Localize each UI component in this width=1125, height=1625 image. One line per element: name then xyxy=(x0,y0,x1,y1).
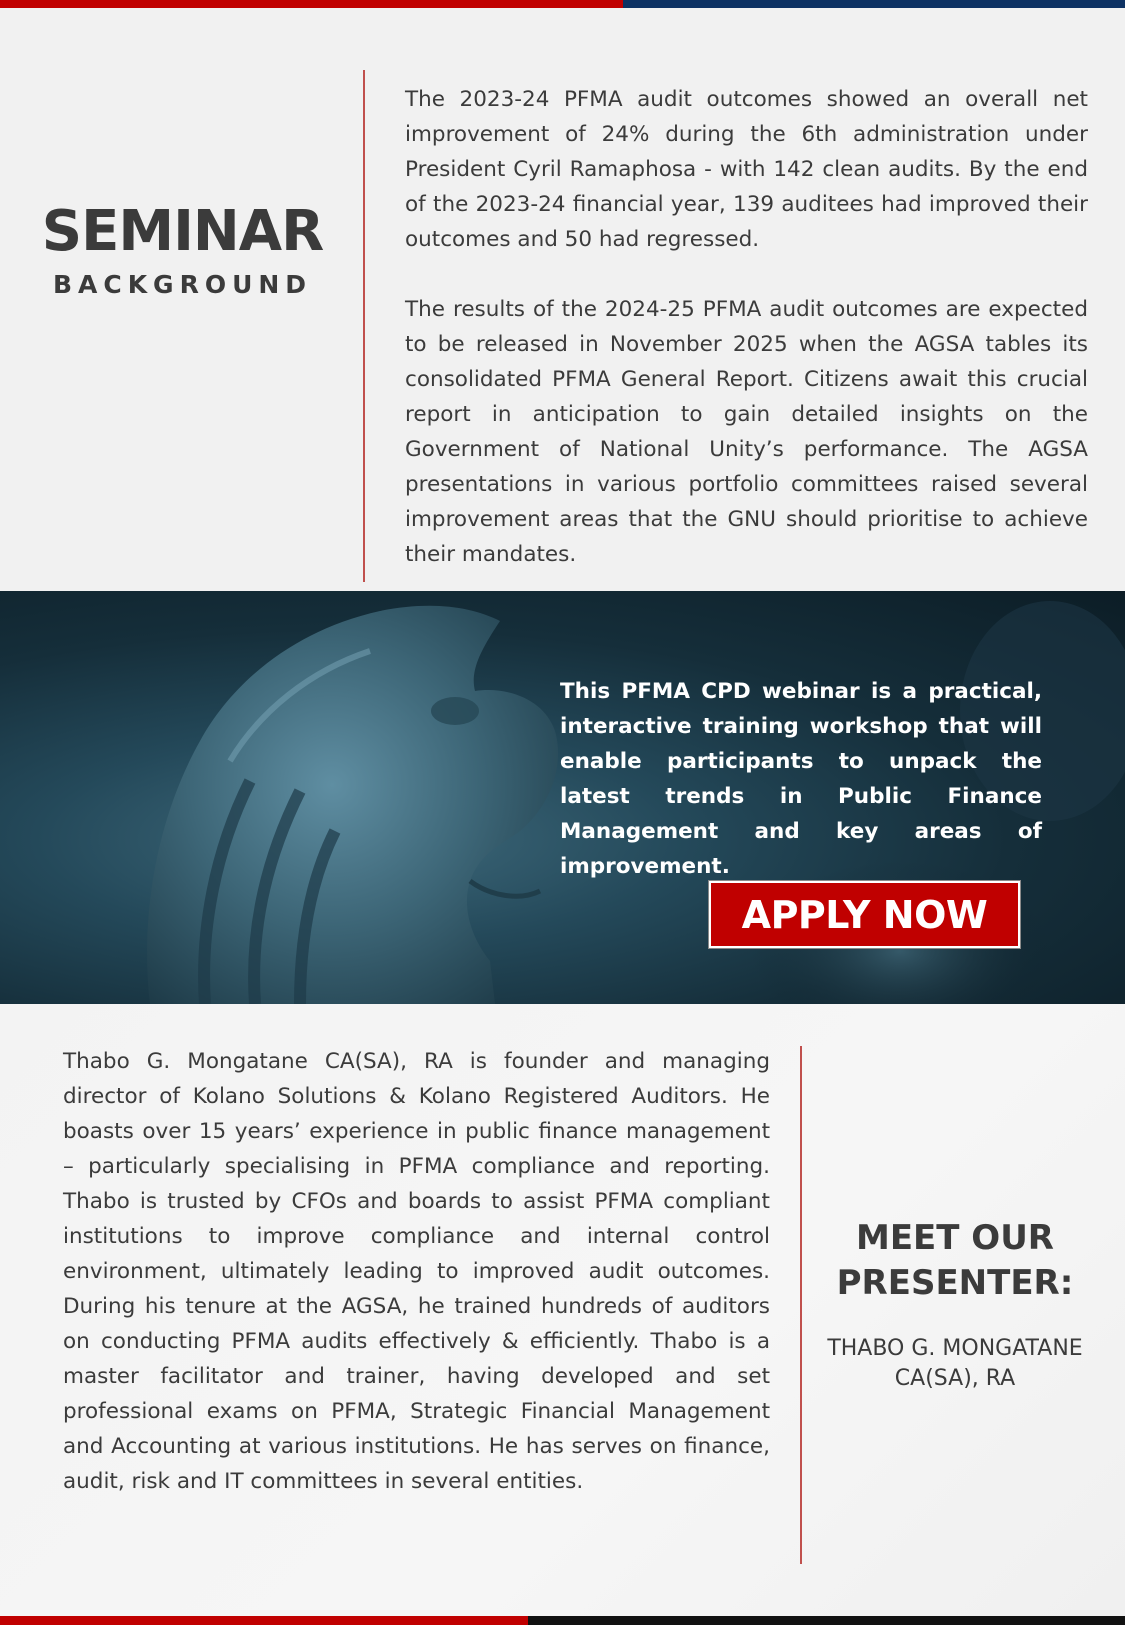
apply-now-button[interactable]: APPLY NOW xyxy=(709,881,1020,948)
meet-heading-line-1: MEET OUR xyxy=(855,1218,1054,1258)
presenter-name-line-1: THABO G. MONGATANE xyxy=(827,1336,1083,1361)
presenter-name xyxy=(810,1334,1100,1394)
bottom-bar-red xyxy=(0,1616,528,1625)
section-divider xyxy=(363,70,365,582)
presenter-bio: Thabo G. Mongatane CA(SA), RA is founder and managing director of Kolano Solutions & Kolano Registered Auditors. He boasts over 15 years’ experience in public finance management – particularly specialising in PFMA compliance and reporting. Thabo is trusted by CFOs and boards to assist PFMA compliant institutions to improve compliance and internal control environment, ultimately leading to improved audit outcomes. During his tenure at the AGSA, he trained hundreds of auditors on conducting PFMA audits effectively & efficiently. Thabo is a master facilitator and trainer, having developed and set professional exams on PFMA, Strategic Financial Management and Accounting at various institutions. He has serves on finance, audit, risk and IT committees in several entities. xyxy=(63,1049,770,1494)
webinar-banner xyxy=(0,591,1125,1004)
presenter-name-line-2: CA(SA), RA xyxy=(894,1366,1016,1391)
background-paragraph-1: The 2023-24 PFMA audit outcomes showed an overall net improvement of 24% during the 6th administration under President Cyril Ramaphosa - with 142 clean audits. By the end of the 2023-24 financial year, 139 auditees had improved their outcomes and 50 had regressed. xyxy=(405,87,1088,252)
seminar-title-block xyxy=(40,199,325,299)
meet-heading-line-2: PRESENTER: xyxy=(836,1263,1074,1303)
presenter-section xyxy=(0,1004,1125,1616)
meet-presenter-heading xyxy=(810,1216,1100,1306)
bottom-accent-bar xyxy=(0,1616,1125,1625)
background-paragraph-2: The results of the 2024-25 PFMA audit outcomes are expected to be released in November 2025 when the AGSA tables its consolidated PFMA General Report. Citizens await this crucial report in anticipation to gain detailed insights on the Government of National Unity’s performance. The AGSA presentations in various portfolio committees raised several improvement areas that the GNU should prioritise to achieve their mandates. xyxy=(405,297,1088,567)
seminar-subtitle: BACKGROUND xyxy=(52,270,313,299)
top-accent-bar xyxy=(0,0,1125,8)
seminar-background-section xyxy=(0,8,1125,591)
seminar-title: SEMINAR xyxy=(41,199,324,264)
background-text xyxy=(405,82,1088,572)
top-bar-navy xyxy=(623,0,1125,8)
bottom-bar-dark xyxy=(528,1616,1125,1625)
presenter-divider xyxy=(800,1046,802,1564)
top-bar-red xyxy=(0,0,623,8)
banner-text: This PFMA CPD webinar is a practical, interactive training workshop that will enable participants to unpack the latest trends in Public Finance Management and key areas of improvement. xyxy=(560,679,1042,879)
